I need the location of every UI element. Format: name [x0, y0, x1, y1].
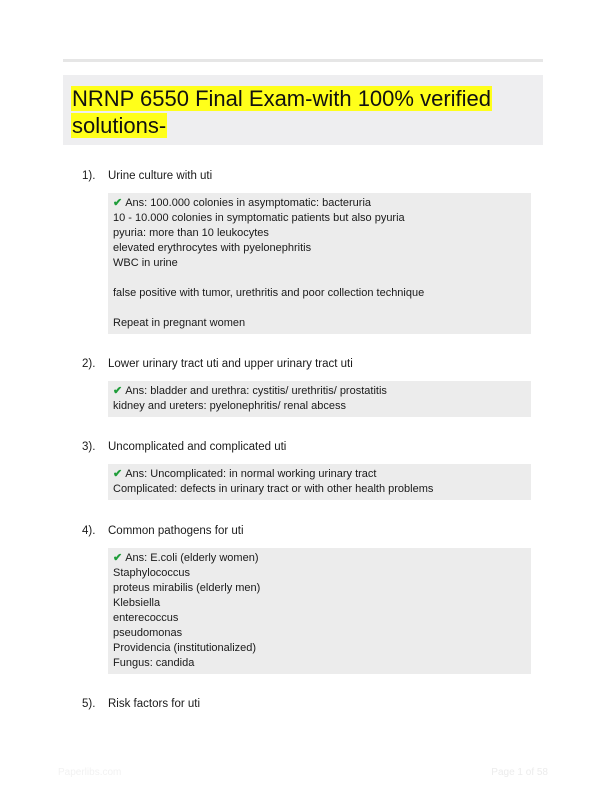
answer-line: 10 - 10.000 colonies in symptomatic patients but also pyuria — [113, 212, 405, 224]
footer-site: Paperlibs.com — [58, 767, 122, 778]
answer-line: false positive with tumor, urethritis and poor collection technique — [113, 287, 425, 299]
answer-box — [108, 381, 531, 417]
answer-line: Klebsiella — [113, 597, 161, 609]
answer-line: Fungus: candida — [113, 657, 195, 669]
answer-line: ✔ Ans: Uncomplicated: in normal working urinary tract — [113, 468, 377, 480]
answer-box — [108, 548, 531, 674]
check-icon: ✔ — [113, 468, 123, 480]
question-text: Common pathogens for uti — [108, 525, 244, 537]
answer-line: WBC in urine — [113, 257, 178, 269]
answer-line: Repeat in pregnant women — [113, 317, 246, 329]
question-text: Risk factors for uti — [108, 698, 201, 710]
answer-line: Complicated: defects in urinary tract or with other health problems — [113, 483, 434, 495]
answer-line: proteus mirabilis (elderly men) — [113, 582, 261, 594]
question-number: 1). — [82, 170, 96, 182]
question-number: 3). — [82, 441, 96, 453]
question-text: Lower urinary tract uti and upper urinary tract uti — [108, 358, 353, 370]
question-number: 5). — [82, 698, 96, 710]
question-number: 2). — [82, 358, 96, 370]
check-icon: ✔ — [113, 385, 123, 397]
answer-line: Staphylococcus — [113, 567, 191, 579]
answer-line: elevated erythrocytes with pyelonephritis — [113, 242, 312, 254]
question-text: Urine culture with uti — [108, 170, 213, 182]
answer-line: ✔ Ans: E.coli (elderly women) — [113, 552, 259, 564]
answer-line — [113, 271, 531, 286]
top-divider — [63, 59, 543, 62]
answer-line: enterecoccus — [113, 612, 179, 624]
answer-line: kidney and ureters: pyelonephritis/ renal abcess — [113, 400, 346, 412]
answer-line: Providencia (institutionalized) — [113, 642, 257, 654]
title-banner — [63, 75, 543, 145]
page-number: Page 1 of 58 — [491, 767, 548, 778]
answer-line: ✔ Ans: bladder and urethra: cystitis/ urethritis/ prostatitis — [113, 385, 387, 397]
question-number: 4). — [82, 525, 96, 537]
answer-line: ✔ Ans: 100.000 colonies in asymptomatic: bacteruria — [113, 197, 372, 209]
answer-line: pyuria: more than 10 leukocytes — [113, 227, 269, 239]
answer-line: pseudomonas — [113, 627, 183, 639]
check-icon: ✔ — [113, 197, 123, 209]
page-title: NRNP 6550 Final Exam-with 100% verified solutions- — [72, 86, 491, 138]
question-text: Uncomplicated and complicated uti — [108, 441, 287, 453]
answer-line — [113, 301, 531, 316]
answer-box — [108, 464, 531, 500]
answer-box — [108, 193, 531, 334]
check-icon: ✔ — [113, 552, 123, 564]
